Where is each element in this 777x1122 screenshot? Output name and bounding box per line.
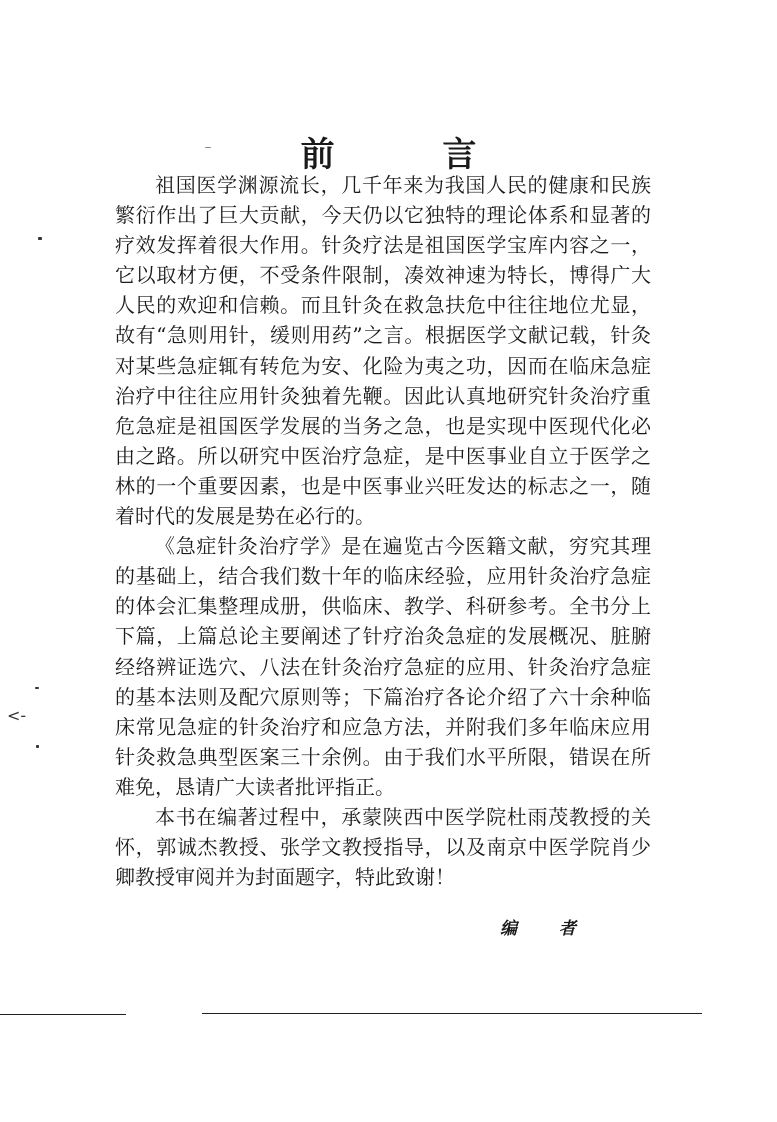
scan-speck xyxy=(36,745,39,748)
preface-paragraph-3: 本书在编著过程中，承蒙陕西中医学院杜雨茂教授的关怀，郭诚杰教授、张学文教授指导，以及南京中医学院肖少卿教授审阅并为封面题字，特此致谢！ xyxy=(115,804,651,890)
scan-speck xyxy=(205,147,211,148)
preface-paragraph-2: 《急症针灸治疗学》是在遍览古今医籍文献，穷究其理的基础上，结合我们数十年的临床经验，应用针灸治疗急症的体会汇集整理成册，供临床、教学、科研参考。全书分上下篇，上篇总论主要阐述了针疗治灸急症的发展概况、脏腑经络辨证选穴、八法在针灸治疗急症的应用、针灸治疗急症的基本法则及配穴原则等；下篇治疗各论介绍了六十余种临床常见急症的针灸治疗和应急方法，并附我们多年临床应用针灸救急典型医案三十余例。由于我们水平所限，错误在所难免，恳请广大读者批评指正。 xyxy=(115,534,651,799)
preface-body xyxy=(115,170,651,892)
scan-margin-mark: <- xyxy=(7,706,27,725)
footer-rule-left xyxy=(0,1014,126,1015)
author-signature: 编 者 xyxy=(500,919,594,939)
footer-rule-right xyxy=(202,1013,702,1014)
scan-speck xyxy=(35,687,39,689)
scan-speck xyxy=(38,237,42,240)
preface-paragraph-1: 祖国医学渊源流长，几千年来为我国人民的健康和民族繁衍作出了巨大贡献，今天仍以它独特的理论体系和显著的疗效发挥着很大作用。针灸疗法是祖国医学宝库内容之一，它以取材方便，不受条件限制，凑效神速为特长，博得广大人民的欢迎和信赖。而且针灸在救急扶危中往往地位尤显，故有“急则用针，缓则用药”之言。根据医学文献记载，针灸对某些急症辄有转危为安、化险为夷之功，因而在临床急症治疗中往往应用针灸独着先鞭。因此认真地研究针灸治疗重危急症是祖国医学发展的当务之急，也是实现中医现代化必由之路。所以研究中医治疗急症，是中医事业自立于医学之林的一个重要因素，也是中医事业兴旺发达的标志之一，随着时代的发展是势在必行的。 xyxy=(115,173,651,529)
page-title: 前 言 xyxy=(300,134,525,175)
